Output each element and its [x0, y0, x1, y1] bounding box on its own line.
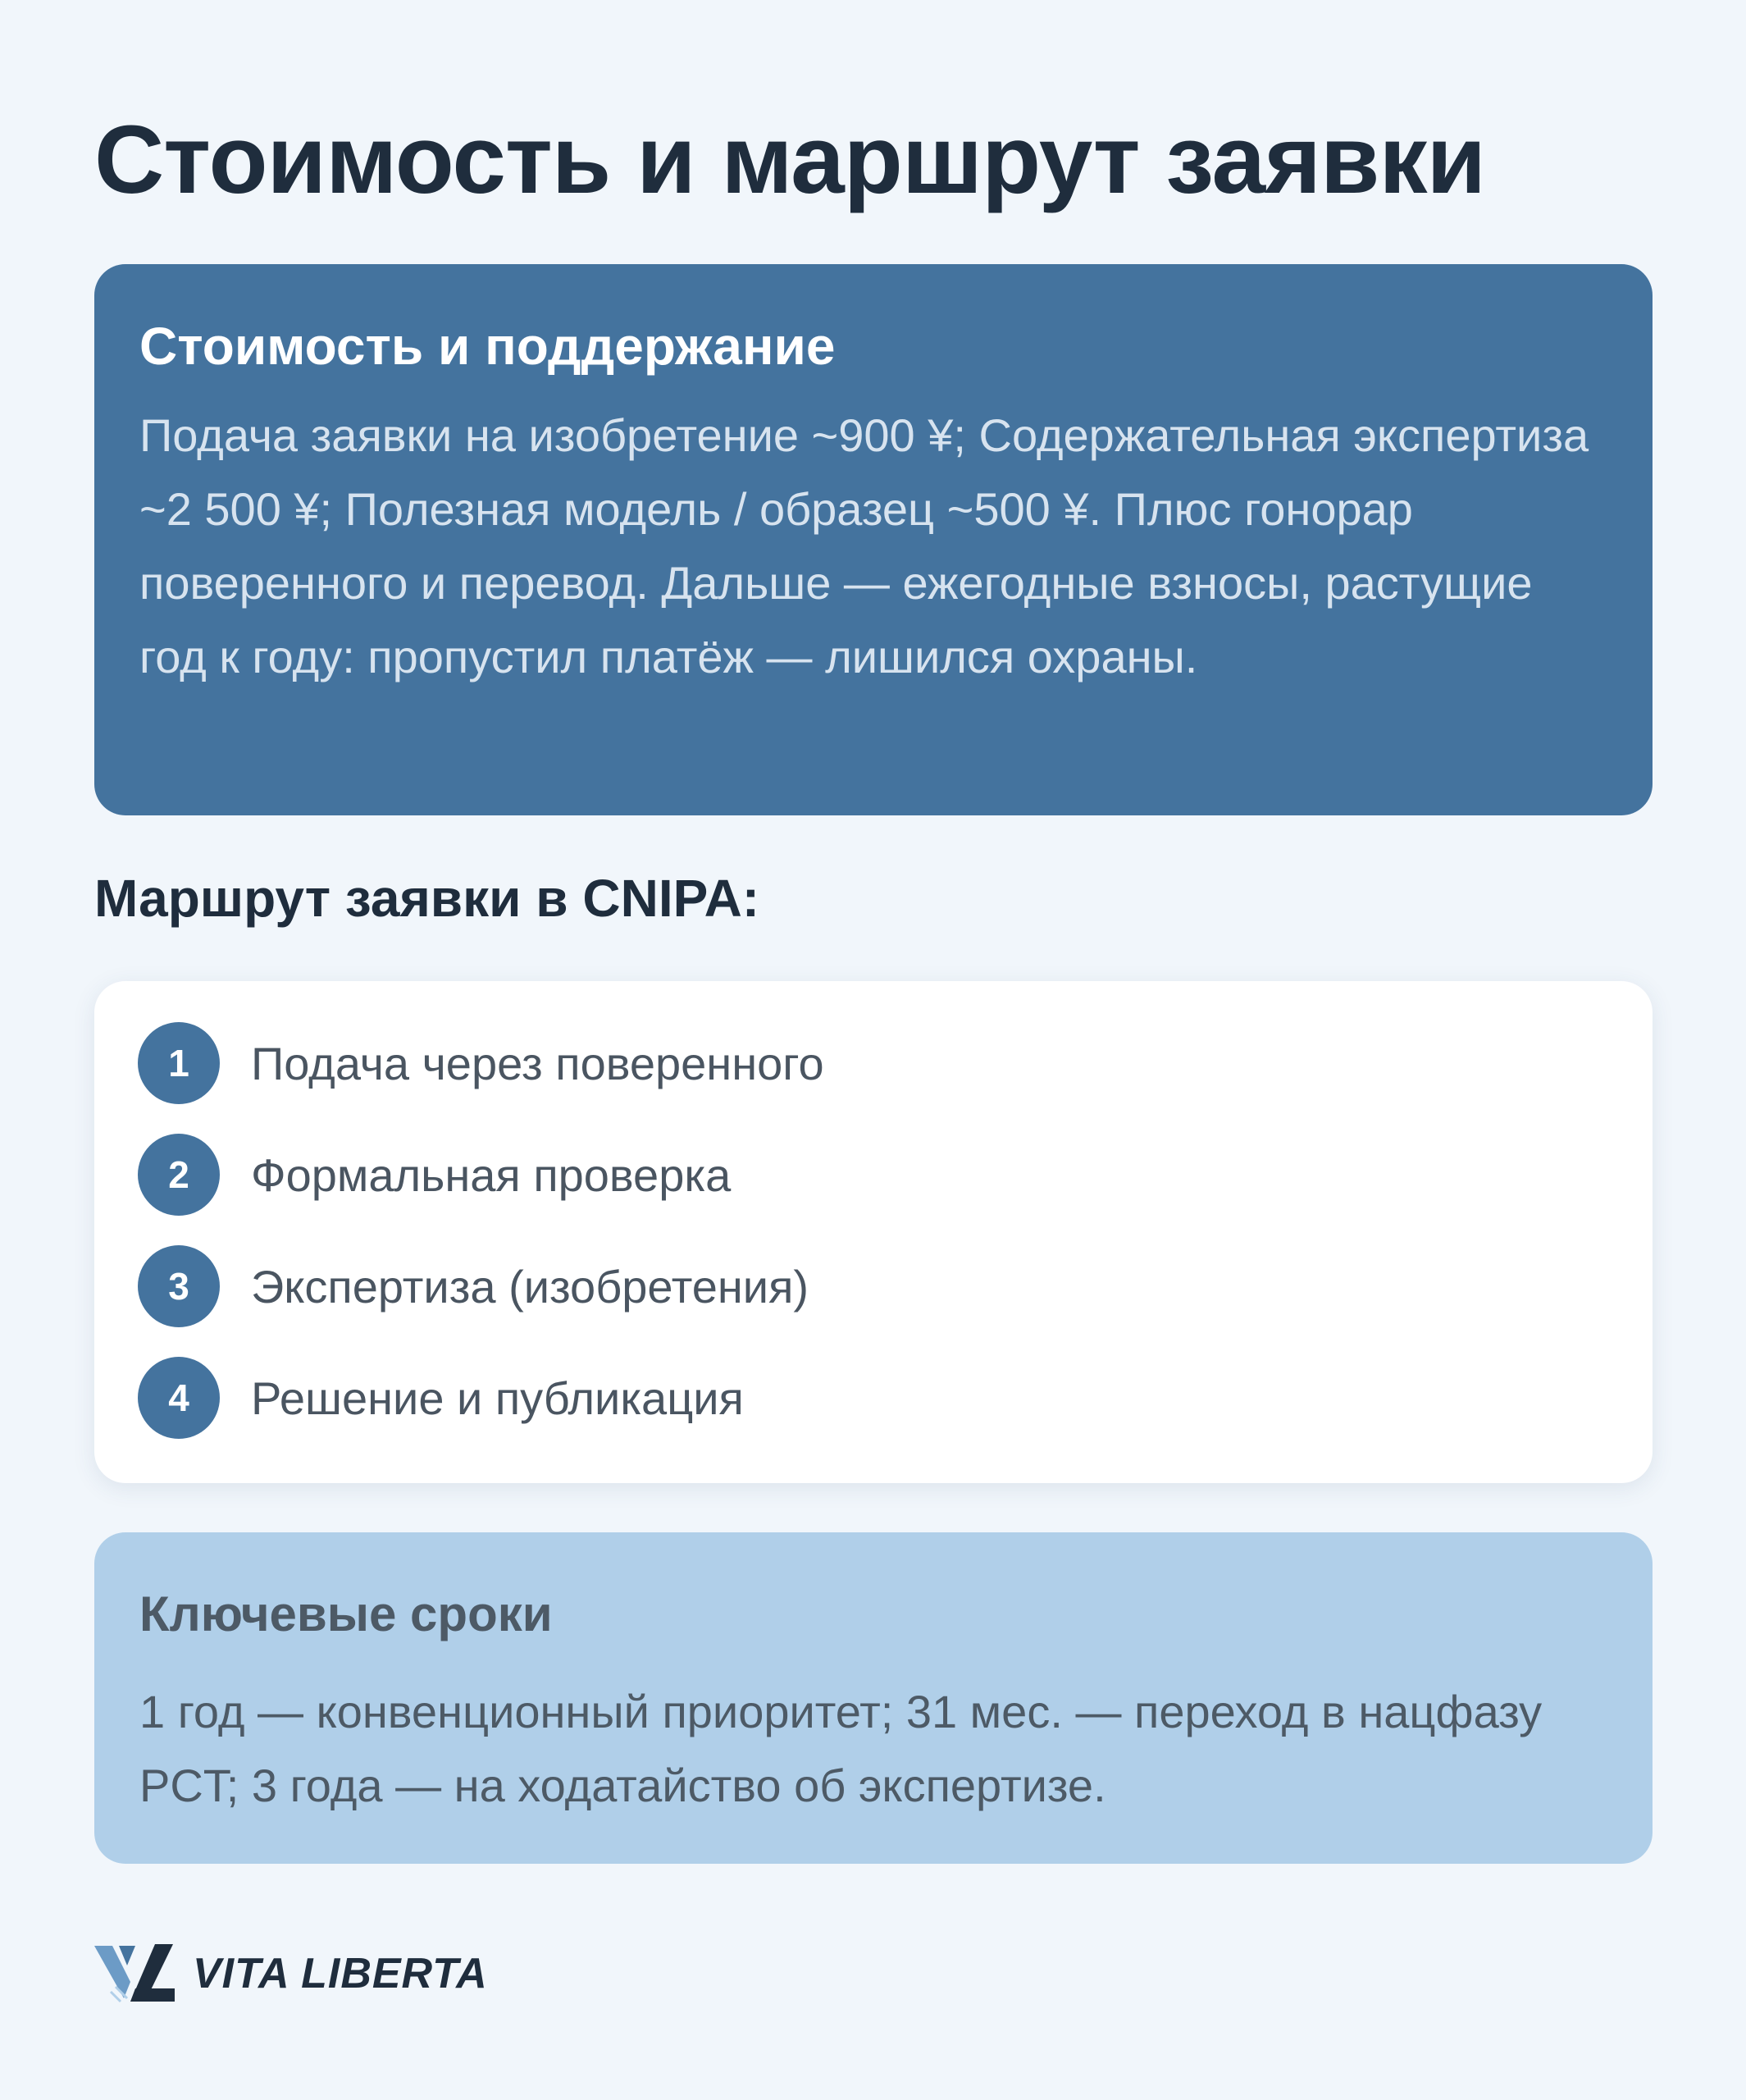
step-label: Подача через поверенного [251, 1037, 824, 1089]
brand-name: VITA LIBERTA [193, 1950, 488, 1997]
cost-heading: Стоимость и поддержание [139, 317, 836, 376]
steps-card [94, 981, 1653, 1483]
brand-logo [94, 1944, 488, 2003]
step-label: Решение и публикация [251, 1372, 744, 1424]
deadlines-card [94, 1532, 1653, 1864]
step-item [138, 1245, 1653, 1327]
cost-text: Подача заявки на изобретение ~900 ¥; Содержательная экспертиза ~2 500 ¥; Полезная модель / образец ~500 ¥. Плюс гонорар поверенного и перевод. Дальше — ежегодные взносы, растущие год к году: пропустил платёж — лишился охраны. [139, 409, 1589, 682]
deadlines-text: 1 год — конвенционный приоритет; 31 мес. — переход в нацфазу PCT; 3 года — на ходатайство об экспертизе. [139, 1686, 1543, 1811]
route-heading: Маршрут заявки в CNIPA: [94, 869, 760, 928]
step-number: 4 [138, 1357, 220, 1439]
step-item [138, 1134, 1653, 1216]
cost-card [94, 264, 1653, 815]
vl-logo-icon [94, 1944, 175, 2003]
step-number: 3 [138, 1245, 220, 1327]
deadlines-heading: Ключевые сроки [139, 1586, 553, 1641]
step-label: Экспертиза (изобретения) [251, 1260, 809, 1312]
step-item [138, 1357, 1653, 1439]
step-label: Формальная проверка [251, 1148, 732, 1201]
step-number: 1 [138, 1022, 220, 1104]
step-item [138, 1022, 1653, 1104]
step-number: 2 [138, 1134, 220, 1216]
page-title: Стоимость и маршрут заявки [94, 106, 1486, 214]
